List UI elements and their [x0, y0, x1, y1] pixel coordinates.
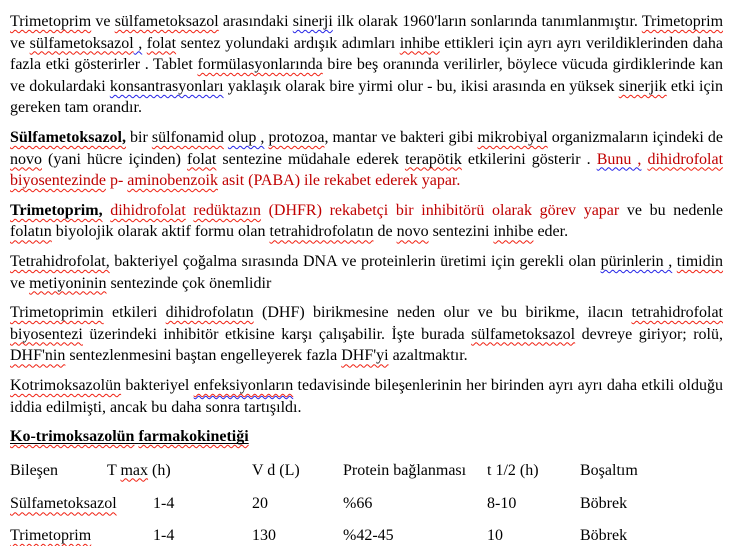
- table-header-half-life: t 1/2 (h): [487, 461, 539, 479]
- paragraph-trimethoprim: Trimetoprim, dihidrofolat redüktazın (DHFR) rekabetçi bir inhibitörü olarak görev yapar ve bu nedenle folatın biyolojik olarak aktif formu olan tetrahidrofolatın de novo sentezini inhibe eder.: [10, 201, 724, 241]
- table-header-row: [10, 460, 723, 482]
- table-cell: 8-10: [487, 495, 517, 513]
- table-header-excretion: Boşaltım: [580, 461, 638, 479]
- table-cell: Böbrek: [580, 526, 628, 544]
- table-cell: Trimetoprim: [10, 526, 92, 544]
- paragraph-cotrimoxazole-claim: Kotrimoksazolün bakteriyel enfeksiyonların tedavisinde bileşenlerinin her birinden ayrı ayrı daha etkili olduğu iddia edilmişti, ancak bu daha sonra tartışıldı.: [10, 376, 724, 416]
- table-cell: 130: [252, 526, 276, 544]
- table-cell: %66: [343, 495, 373, 513]
- table-cell: 1-4: [153, 495, 175, 513]
- table-header-tmax: T max (h): [107, 461, 171, 479]
- table-header-protein-binding: Protein bağlanması: [343, 461, 467, 479]
- paragraph-synergy-intro: Trimetoprim ve sülfametoksazol arasındaki sinerji ilk olarak 1960'ların sonlarında tanımlanmıştır. Trimetoprim ve sülfametoksazol , folat sentez yolundaki ardışık adımları inhibe ettikleri için ayrı ayrı verildiklerinden daha fazla etki gösterirler . Tablet formülasyonlarında bire beş oranında verilirler, böylece vücuda girdiklerinde kan ve dokulardaki konsantrasyonları yaklaşık olarak bire yirmi olur - bu, ikisi arasında en yüksek sinerjik etki için gereken tam orandır.: [10, 13, 724, 117]
- paragraph-dhf-accumulation: Trimetoprimin etkileri dihidrofolatın (DHF) birikmesine neden olur ve bu birikme, ilacın tetrahidrofolat biyosentezi üzerindeki inhibitör etkisine karşı çalışabilir. İşte burada sülfametoksazol devreye giriyor; rolü, DHF'nin sentezlenmesini baştan engelleyerek fazla DHF'yi azaltmaktır.: [10, 304, 723, 365]
- section-heading-pharmacokinetics: Ko-trimoksazolün farmakokinetiği: [10, 428, 249, 446]
- table-cell: Böbrek: [580, 495, 628, 513]
- table-header-vd: V d (L): [252, 461, 300, 479]
- table-cell: %42-45: [343, 526, 394, 544]
- table-header-compound: Bileşen: [10, 461, 58, 479]
- table-row-sulfamethoxazole: [10, 493, 723, 515]
- table-cell: Sülfametoksazol: [10, 495, 117, 513]
- table-cell: 1-4: [153, 526, 175, 544]
- table-cell: 20: [252, 495, 268, 513]
- paragraph-tetrahydrofolate: Tetrahidrofolat, bakteriyel çoğalma sırasında DNA ve proteinlerin üretimi için gerekli olan pürinlerin , timidin ve metiyoninin sentezinde çok önemlidir: [10, 252, 724, 292]
- pharmacokinetics-table: [10, 460, 723, 546]
- table-cell: 10: [487, 526, 503, 544]
- paragraph-sulfamethoxazole: Sülfametoksazol, bir sülfonamid olup , protozoa, mantar ve bakteri gibi mikrobiyal organizmaların içindeki de novo (yani hücre içinden) folat sentezine müdahale ederek terapötik etkilerini gösterir . Bunu , dihidrofolat biyosentezinde p- aminobenzoik asit (PABA) ile rekabet ederek yapar.: [10, 128, 724, 190]
